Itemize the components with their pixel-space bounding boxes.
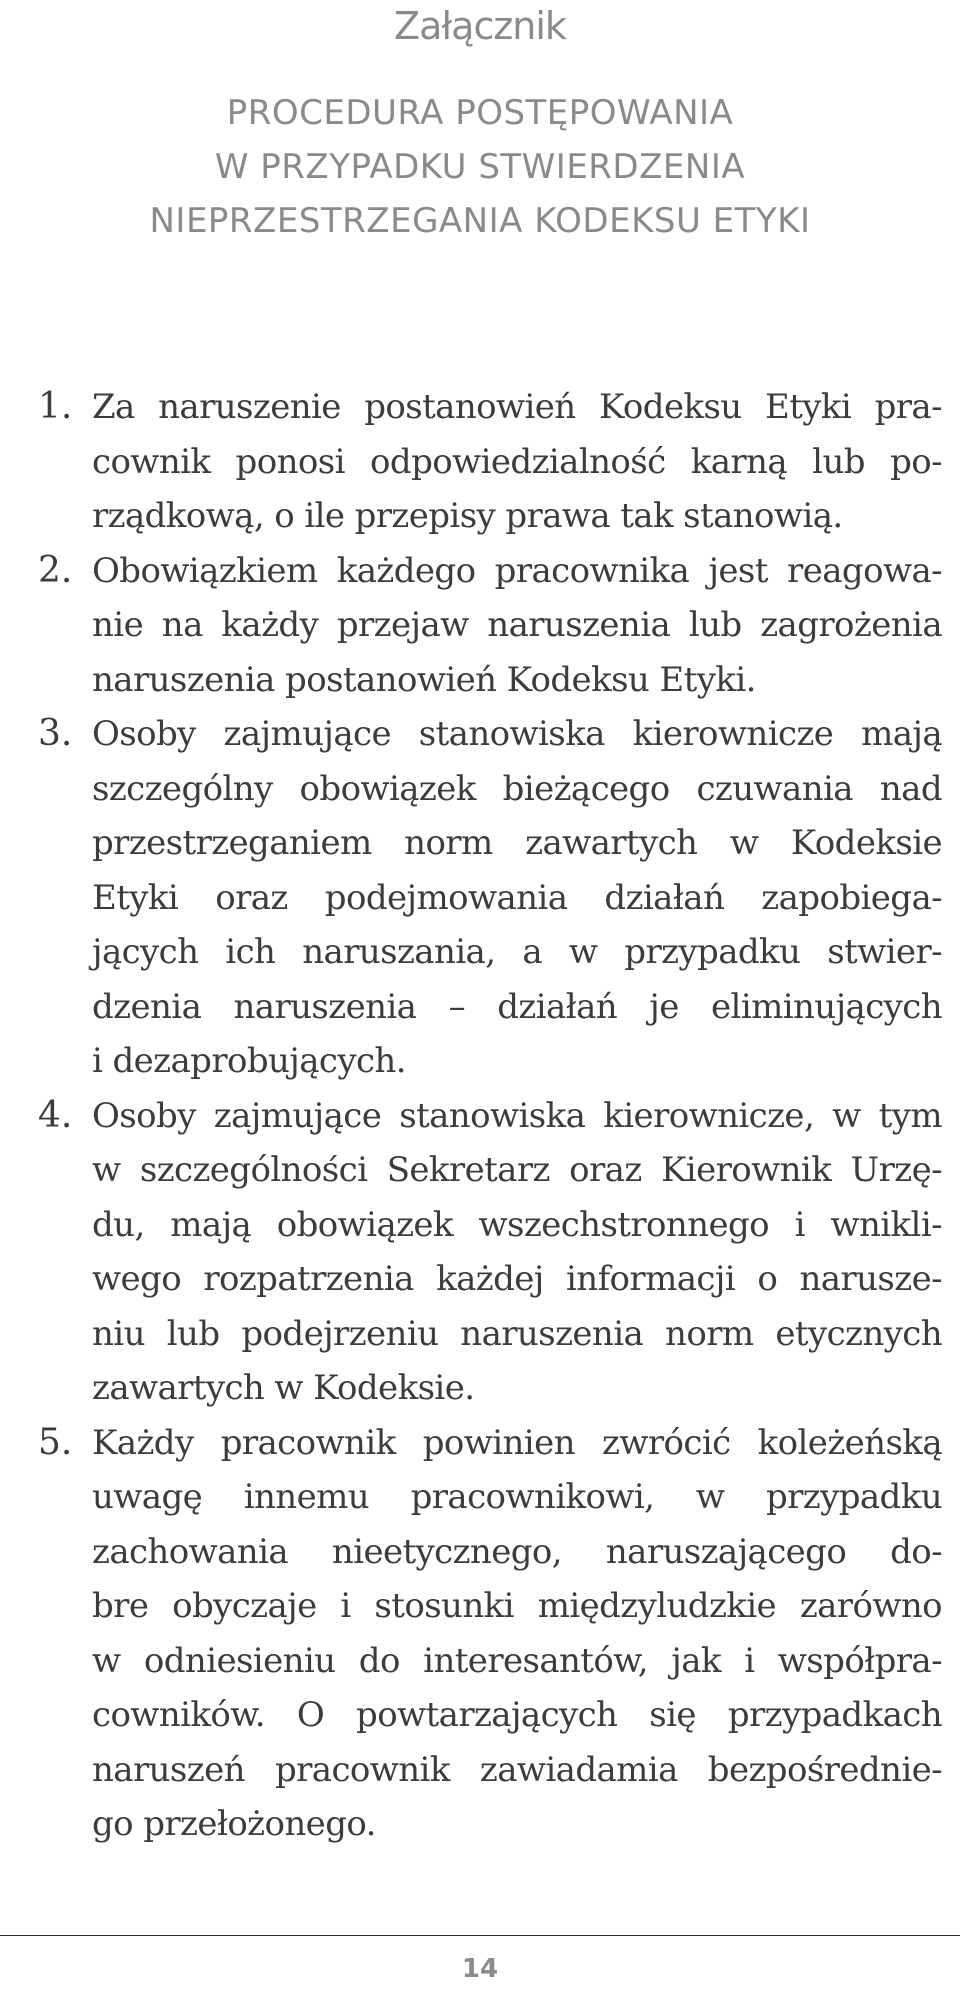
list-item-line: rządkową, o ile przepisy prawa tak stanowią. — [92, 496, 843, 536]
page-number: 14 — [461, 1954, 499, 1984]
title-line: NIEPRZESTRZEGANIA KODEKSU ETYKI — [149, 201, 811, 241]
list-item-line: niu lub podejrzeniu naruszenia norm etycznych — [92, 1313, 942, 1354]
list-item-line: zachowania nieetycznego, naruszającego do- — [92, 1531, 942, 1572]
list-item-line: go przełożonego. — [92, 1804, 376, 1844]
list-item-line: du, mają obowiązek wszechstronnego i wnikli- — [92, 1204, 942, 1245]
list-item-number: 2. — [38, 549, 73, 591]
list-item-number: 4. — [38, 1094, 73, 1136]
list-item-line: Osoby zajmujące stanowiska kierownicze mają — [92, 714, 942, 754]
list-item-line: uwagę innemu pracownikowi, w przypadku — [92, 1477, 942, 1517]
list-item-line: szczególny obowiązek bieżącego czuwania nad — [92, 768, 942, 809]
list-item-line: cownik ponosi odpowiedzialność karną lub po- — [92, 441, 942, 482]
list-item-line: jących ich naruszania, a w przypadku stwier- — [92, 932, 942, 972]
footer-divider — [0, 1935, 960, 1936]
list-item-line: dzenia naruszenia – działań je eliminujących — [92, 986, 942, 1027]
list-item-line: wego rozpatrzenia każdej informacji o narusze- — [92, 1259, 942, 1299]
list-item-number: 5. — [38, 1421, 73, 1463]
list-item-line: nie na każdy przejaw naruszenia lub zagrożenia — [92, 605, 942, 645]
list-item-line: naruszenia postanowień Kodeksu Etyki. — [92, 659, 756, 700]
list-item-number: 3. — [38, 713, 73, 754]
list-item-line: Każdy pracownik powinien zwrócić koleżeńską — [92, 1422, 942, 1463]
list-item-line: bre obyczaje i stosunki międzyludzkie zarówno — [92, 1586, 942, 1626]
list-item-line: przestrzeganiem norm zawartych w Kodeksie — [92, 823, 942, 863]
list-item-line: zawartych w Kodeksie. — [92, 1368, 475, 1408]
list-item-line: w szczególności Sekretarz oraz Kierownik Urzę- — [92, 1150, 942, 1190]
title-line: PROCEDURA POSTĘPOWANIA — [226, 93, 734, 133]
list-item-line: Za naruszenie postanowień Kodeksu Etyki pra- — [92, 387, 942, 427]
list-item-line: Osoby zajmujące stanowiska kierownicze, w tym — [92, 1095, 942, 1136]
list-item-number: 1. — [38, 386, 73, 427]
list-item-line: Obowiązkiem każdego pracownika jest reagowa- — [92, 550, 942, 591]
list-item-line: Etyki oraz podejmowania działań zapobiega- — [92, 877, 942, 918]
list-item-line: w odniesieniu do interesantów, jak i współpra- — [92, 1640, 942, 1681]
list-item-line: i dezaprobujących. — [92, 1041, 406, 1081]
annex-label: Załącznik — [394, 4, 566, 48]
list-item-line: naruszeń pracownik zawiadamia bezpośrednie- — [92, 1749, 942, 1790]
title-line: W PRZYPADKU STWIERDZENIA — [214, 147, 746, 187]
list-item-line: cowników. O powtarzających się przypadkach — [92, 1695, 942, 1735]
document-title — [0, 86, 960, 248]
